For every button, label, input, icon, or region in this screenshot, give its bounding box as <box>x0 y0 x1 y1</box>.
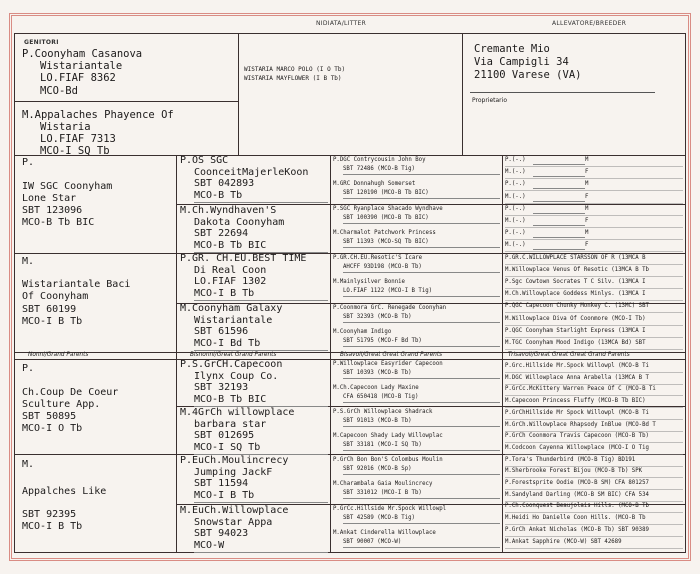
great-grandparent-line: P.Coonmora GrC. Renegade Coonyhan <box>333 304 447 311</box>
parent-sex: M. <box>22 256 35 267</box>
parent-reg: SBT 123096 <box>22 205 83 216</box>
parent-name1: Ch.Coup De Coeur <box>22 387 119 398</box>
genitori-header: GENITORI <box>24 39 59 46</box>
entry-underline <box>194 300 328 301</box>
great-great-grandparent-entry: M.(-.) <box>505 192 526 200</box>
parent-sex: M. <box>22 459 35 470</box>
entry-underline <box>343 223 500 224</box>
great-grandparent-line: P.GR.CH.EU.Resotic'S Icare <box>333 254 423 261</box>
great-great-grandparent-entry: M.TGC Coonyham Mood Indigo (13MCA Bd) SBT <box>505 339 646 346</box>
sex-marker: F <box>585 168 589 176</box>
great-grandparent-line: SBT 72486 (MCO-B Tig) <box>343 165 415 172</box>
entry-underline <box>343 346 500 347</box>
entry-underline <box>505 203 683 204</box>
entry-underline <box>194 350 328 351</box>
sire-ems: MCO-Bd <box>40 85 78 97</box>
great-great-grandparent-entry: P.GrCc.McKittery Warren Peace Of C (MCO-B Ti <box>505 385 656 393</box>
parent-reg: SBT 92395 <box>22 509 77 520</box>
great-grandparent-line: SBT 32393 (MCO-B Tb) <box>343 313 412 320</box>
great-great-grandparent-entry: P.(-.) <box>505 180 526 188</box>
divider <box>14 101 238 102</box>
great-grandparent-line: SBT 42589 (MCO-B Tig) <box>343 514 415 521</box>
great-grandparent-line: AHCFF 93D198 (MCO-B Tb) <box>343 263 422 270</box>
sex-marker: F <box>585 192 589 200</box>
great-great-grandparent-entry: P.(-.) <box>505 229 526 237</box>
grandparent-line: SBT 22694 <box>194 228 249 239</box>
sire-line2: Wistariantale <box>40 60 123 72</box>
breeder-header: ALLEVATORE/BREEDER <box>552 20 627 27</box>
great-grandparent-line: SBT 51795 (MCO-F Bd Tb) <box>343 337 422 344</box>
sex-marker: M <box>585 229 589 237</box>
great-great-grandparent-entry: P.Ch.Coonquest Beaujolais Hills. (MCO-B Tb <box>505 502 649 510</box>
great-great-grandparent-entry: P.GrCh Ankat Nicholas (MCO-B Tb) SBT 90389 <box>505 525 649 533</box>
grandparent-line: LO.FIAF 1302 <box>194 276 267 287</box>
great-great-grandparent-entry: P.GrChHillside Mr Spock Willowpl (MCO-B Ti <box>505 408 649 416</box>
great-grandparent-line: P.GrCh Bon Bon'S Colombus Moulin <box>333 456 443 463</box>
great-great-grandparent-entry: M.Willowplace Venus Of Resotic (13MCA B Tb <box>505 265 649 273</box>
great-grandparent-line: SBT 331012 (MCO-I B Tb) <box>343 489 422 496</box>
great-grandparent-line: P.SGC Ryanplace Shacado Wyndhave <box>333 205 443 212</box>
sire-reg: LO.FIAF 8362 <box>40 72 116 84</box>
divider <box>462 33 463 155</box>
grandparent-line: SBT 012695 <box>194 430 255 441</box>
sex-marker: M <box>585 204 589 212</box>
grandparent-line: MCO-I SQ Tb <box>194 441 261 453</box>
entry-underline <box>343 523 500 524</box>
great-great-grandparent-entry: M.Capecoon Princess Fluffy (MCO-B Tb BIC) <box>505 397 646 405</box>
entry-underline <box>343 450 500 451</box>
entry-underline <box>343 547 500 548</box>
parent-name2: Lone Star <box>22 193 77 204</box>
grandparent-line: Dakota Coonyham <box>194 216 285 228</box>
grandparent-line: P.GR. CH.EU.BEST TIME <box>180 253 307 264</box>
great-great-grandparent-entry: M.Sandyland Darling (MCO-B SM BIC) CFA 534 <box>505 490 649 498</box>
great-grandparent-line: LO.FIAF 1122 (MCO-I B Tig) <box>343 287 433 294</box>
fill-line <box>533 225 585 226</box>
great-grandparent-line: P.GrCc.Hillside Mr.Spock Willowpl <box>333 505 447 512</box>
great-great-grandparent-entry: P.(-.) <box>505 156 526 163</box>
great-great-grandparent-entry: P.GrCh Coonmora Travis Capecoon (MCO-B Tb) <box>505 432 649 440</box>
great-great-grandparent-entry: P.Forestsprite Oodie (MCO-B SM) CFA 801257 <box>505 479 649 486</box>
sire-name: P.Coonyham Casanova <box>22 48 143 60</box>
parent-sex: P. <box>22 157 35 168</box>
parent-name1: Wistariantale Baci <box>22 279 131 290</box>
entry-underline <box>194 202 328 203</box>
band-bisnonni: Bisnonni/Great Grand Parents <box>190 352 277 358</box>
grandparent-line: M.EuCh.Willowplace <box>180 505 289 516</box>
great-great-grandparent-entry: P.QGC Capecoon Chunky Monkey C. (13MC) SBT <box>505 302 649 310</box>
dam-ems: MCO-I SQ Tb <box>40 145 110 157</box>
entry-underline <box>505 288 683 289</box>
owner-line <box>470 92 655 93</box>
grandparent-line: CoonceitMajerleKoon <box>194 166 309 178</box>
entry-underline <box>343 174 500 175</box>
entry-underline <box>343 378 500 379</box>
great-great-grandparent-entry: M.Willowplace Diva Of Coonmore (MCO-I Tb) <box>505 314 646 322</box>
parent-name2: Sculture App. <box>22 399 101 410</box>
fill-line <box>533 237 585 238</box>
great-grandparent-line: P.S.GrCh Willowplace Shadrack <box>333 408 433 415</box>
great-grandparent-line: SBT 11393 (MCO-SQ Tb BIC) <box>343 238 429 245</box>
great-great-grandparent-entry: P.Tora's Thunderbird (MCO-B Tig) BD191 <box>505 455 636 463</box>
grandparent-line: MCO-B Tb BIC <box>194 393 267 405</box>
sex-marker: M <box>585 180 589 188</box>
parent-name2: Of Coonyham <box>22 291 89 302</box>
great-great-grandparent-entry: P.GR.C.WILLOWPLACE STARSSON OF R (13MCA B <box>505 253 646 261</box>
sex-marker: F <box>585 217 589 224</box>
fill-line <box>533 201 585 202</box>
entry-underline <box>505 300 683 301</box>
great-grandparent-line: M.Charambala Gaia Moulincrecy <box>333 480 433 487</box>
entry-underline <box>343 498 500 499</box>
band-bisavoli: Bisavoli/Great Great Grand Parents <box>340 352 443 358</box>
entry-underline <box>343 272 500 273</box>
grandparent-line: MCO-I B Tb <box>194 489 255 501</box>
parent-reg: SBT 50895 <box>22 411 77 422</box>
litter-line2: WISTARIA MAYFLOWER (I B Tb) <box>244 75 342 82</box>
great-great-grandparent-entry: P.QGC Coonyham Starlight Express (13MCA I <box>505 326 646 334</box>
great-grandparent-line: SBT 92016 (MCO-B Sp) <box>343 465 412 472</box>
grandparent-line: barbara star <box>194 418 267 430</box>
entry-underline <box>343 402 500 403</box>
grandparent-line: M.4GrCh willowplace <box>180 407 295 418</box>
grandparent-line: SBT 11594 <box>194 478 249 489</box>
great-great-grandparent-entry: M.Ankat Sapphire (MCO-W) SBT 42689 <box>505 537 622 545</box>
entry-underline <box>505 548 683 549</box>
great-grandparent-line: SBT 33181 (MCO-I SQ Tb) <box>343 441 422 448</box>
parent-name1: Appalches Like <box>22 486 107 497</box>
dam-reg: LO.FIAF 7313 <box>40 133 116 145</box>
divider <box>238 33 239 155</box>
great-great-grandparent-entry: P.Sgc Cowtown Socrates T C Silv. (13MCA I <box>505 278 646 285</box>
grandparent-line: Jumping JackF <box>194 466 273 478</box>
band-nonni: Nonni/Grand Parents <box>28 352 89 358</box>
great-great-grandparent-entry: P.(-.) <box>505 204 526 212</box>
breeder-address: Via Campigli 34 <box>474 56 569 68</box>
sex-marker: M <box>585 156 589 163</box>
great-great-grandparent-entry: M.(-.) <box>505 217 526 224</box>
grandparent-line: Di Real Coon <box>194 264 267 276</box>
parent-ems: MCO-I B Tb <box>22 521 83 532</box>
grandparent-line: Wistariantale <box>194 314 273 326</box>
grandparent-line: Snowstar Appa <box>194 516 273 528</box>
great-great-grandparent-entry: M.(-.) <box>505 241 526 249</box>
entry-underline <box>505 264 683 265</box>
grandparent-line: P.EuCh.Moulincrecy <box>180 455 289 466</box>
great-grandparent-line: M.Ch.Capecoon Lady Maxine <box>333 384 419 391</box>
divider <box>176 155 177 553</box>
entry-underline <box>343 247 500 248</box>
entry-underline <box>194 502 328 503</box>
grandparent-line: P.S.GrCH.Capecoon <box>180 359 283 370</box>
entry-underline <box>343 426 500 427</box>
parent-reg: SBT 60199 <box>22 304 77 315</box>
great-grandparent-line: M.GRC Donnahugh Somerset <box>333 180 416 187</box>
fill-line <box>533 176 585 177</box>
entry-underline <box>505 166 683 167</box>
grandparent-line: MCO-I B Tb <box>194 287 255 299</box>
entry-underline <box>505 215 683 216</box>
grandparent-line: SBT 32193 <box>194 382 249 393</box>
entry-underline <box>194 552 328 553</box>
entry-underline <box>505 190 683 191</box>
divider <box>502 155 503 553</box>
grandparent-line: MCO-W <box>194 539 225 551</box>
parent-ems: MCO-I B Tb <box>22 316 83 327</box>
grandparent-line: M.Coonyham Galaxy <box>180 303 283 314</box>
divider <box>330 155 331 553</box>
parent-ems: MCO-I O Tb <box>22 423 83 434</box>
entry-underline <box>343 296 500 297</box>
entry-underline <box>505 178 683 179</box>
entry-underline <box>343 474 500 475</box>
grandparent-line: MCO-B Tb <box>194 189 243 201</box>
fill-line <box>533 249 585 250</box>
great-great-grandparent-entry: P.Grc.Hillside Mr.Spock Willowpl (MCO-B Ti <box>505 362 649 369</box>
great-great-grandparent-entry: M.(-.) <box>505 168 526 176</box>
dam-name: M.Appalaches Phayence Of <box>22 109 174 121</box>
great-great-grandparent-entry: M.Heidi Ho Danielle Coon Hills. (MCO-B Tb <box>505 514 646 522</box>
sex-marker: F <box>585 241 589 249</box>
great-grandparent-line: SBT 100390 (MCO-B Tb BIC) <box>343 214 429 221</box>
entry-underline <box>505 337 683 338</box>
entry-underline <box>505 276 683 277</box>
entry-underline <box>343 198 500 199</box>
grandparent-line: SBT 042893 <box>194 178 255 189</box>
great-great-grandparent-entry: M.GrCh.Willowplace Rhapsody InBlue (MCO-Bd T <box>505 420 656 428</box>
grandparent-line: MCO-B Tb BIC <box>194 239 267 251</box>
great-grandparent-line: SBT 120190 (MCO-B Tb BIC) <box>343 189 429 196</box>
parent-name1: IW SGC Coonyham <box>22 181 113 192</box>
owner-label: Proprietario <box>472 97 507 104</box>
grandparent-line: SBT 61596 <box>194 326 249 337</box>
grandparent-line: Ilynx Coup Co. <box>194 370 279 382</box>
great-great-grandparent-entry: M.Codcoon Cayenna Willowplace (MCO-I O Tig <box>505 443 649 451</box>
great-grandparent-line: M.Capecoon Shady Lady Willowplac <box>333 432 443 439</box>
parent-sex: P. <box>22 363 35 374</box>
entry-underline <box>505 349 683 350</box>
great-grandparent-line: P.Willowplace Easyrider Capecoon <box>333 360 443 367</box>
entry-underline <box>343 322 500 323</box>
great-great-grandparent-entry: M.DGC Willowplace Anna Arabella (13MCA B T <box>505 373 649 381</box>
great-grandparent-line: P.DGC Contrycousin John Boy <box>333 156 426 163</box>
fill-line <box>533 164 585 165</box>
great-grandparent-line: M.Charmalot Patchwork Princess <box>333 229 436 236</box>
entry-underline <box>505 312 683 313</box>
fill-line <box>533 188 585 189</box>
great-grandparent-line: CFA 650418 (MCO-B Tig) <box>343 393 419 400</box>
grandparent-line: MCO-I Bd Tb <box>194 337 261 349</box>
fill-line <box>533 213 585 214</box>
grandparent-line: P.OS SGC <box>180 155 229 166</box>
breeder-name: Cremante Mio <box>474 43 550 55</box>
litter-line1: WISTARIA MARCO POLO (I O Tb) <box>244 66 346 73</box>
great-great-grandparent-entry: M.Sherbrooke Forest Bijou (MCO-B Tb) SPK <box>505 467 643 475</box>
great-grandparent-line: SBT 10393 (MCO-B Tb) <box>343 369 412 376</box>
grandparent-line: SBT 94023 <box>194 528 249 539</box>
great-grandparent-line: M.Coonyham Indigo <box>333 328 392 335</box>
parent-ems: MCO-B Tb BIC <box>22 217 95 228</box>
grandparent-line: M.Ch.Wyndhaven'S <box>180 205 277 216</box>
great-grandparent-line: M.Ankat Cinderella Willowplace <box>333 529 436 536</box>
great-great-grandparent-entry: M.Ch.Willowplace Goddess Minlys. (13MCA I <box>505 290 646 298</box>
entry-underline <box>505 227 683 228</box>
entry-underline <box>505 251 683 252</box>
entry-underline <box>505 239 683 240</box>
litter-header: NIDIATA/LITTER <box>316 20 367 27</box>
great-grandparent-line: SBT 91013 (MCO-B Tb) <box>343 417 412 424</box>
breeder-city: 21100 Varese (VA) <box>474 69 582 81</box>
band-trisavoli: Trisavoli/Great Great Great Grand Parents <box>508 352 630 358</box>
entry-underline <box>505 325 683 326</box>
great-grandparent-line: SBT 90007 (MCO-W) <box>343 538 402 545</box>
dam-line2: Wistaria <box>40 121 91 133</box>
great-grandparent-line: M.Mainlysilver Bonnie <box>333 278 405 285</box>
